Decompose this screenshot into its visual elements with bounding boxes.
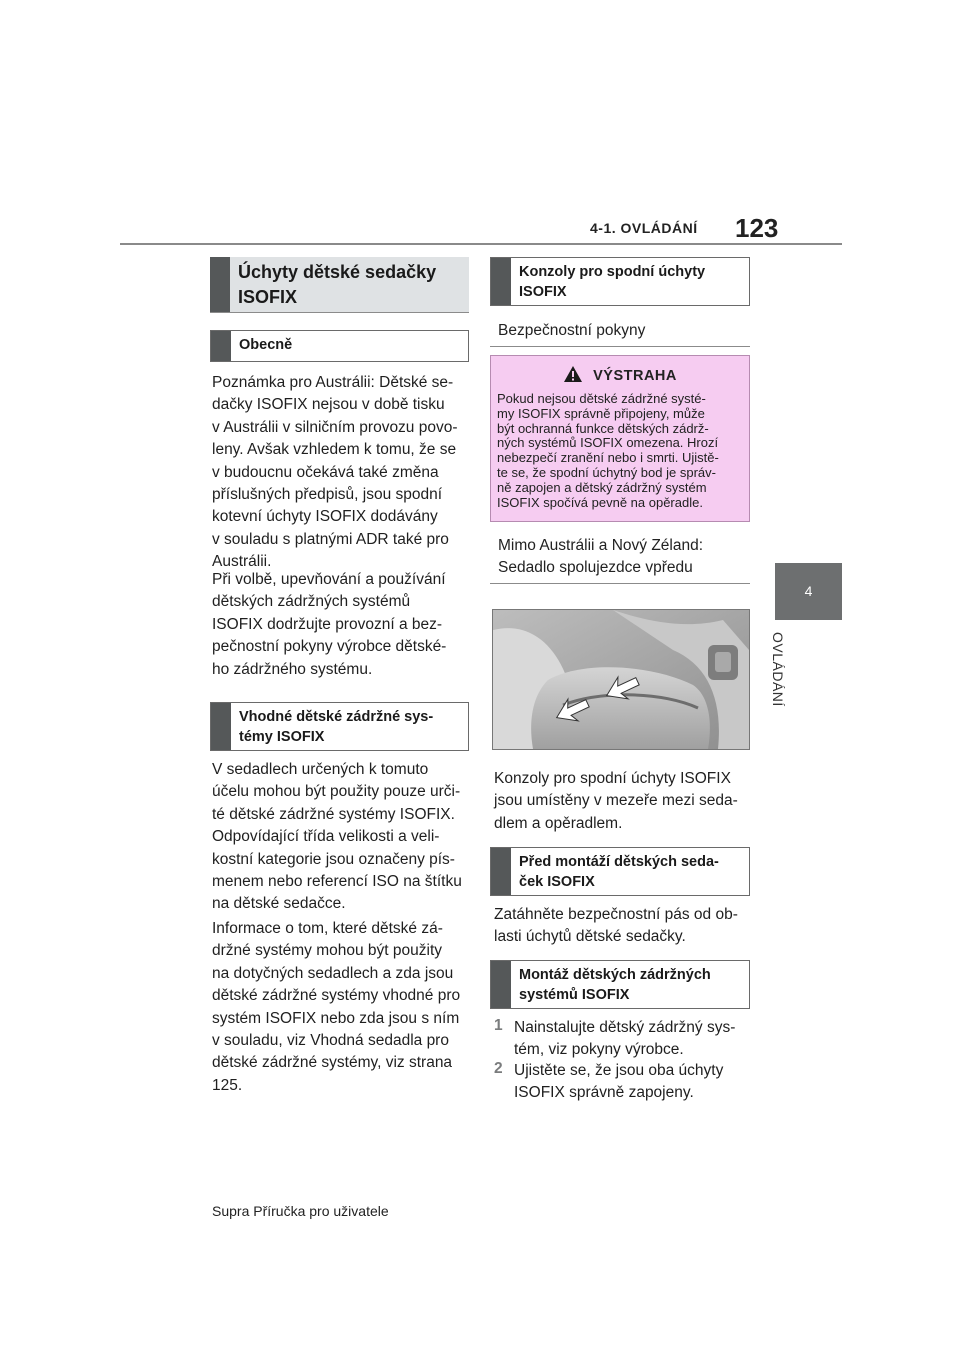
heading-vhodne-box xyxy=(210,702,469,751)
subheading-outside-australia: Mimo Austrálii a Nový Zéland: Sedadlo spolujezdce vpředu xyxy=(498,537,704,576)
heading-bar xyxy=(491,961,511,1008)
heading-pred: Před montáží dětských seda- ček ISOFIX xyxy=(519,854,719,890)
paragraph-konzoly-location: Konzoly pro spodní úchyty ISOFIX jsou umístěny v mezeře mezi seda- dlem a opěradlem. xyxy=(494,770,738,832)
subheading-rule xyxy=(490,346,750,347)
heading-pred-box xyxy=(490,847,750,896)
subheading-rule xyxy=(490,583,750,584)
paragraph-suitable-seats: V sedadlech určených k tomuto účelu mohou být použity pouze urči- té dětské zádržné systémy ISOFIX. Odpovídající třída velikosti a veli- kostní kategorie jsou označeny pís- menem nebo referencí ISO na štítku na dětské sedačce. xyxy=(212,761,462,913)
warning-icon xyxy=(563,365,583,383)
heading-konzoly-box xyxy=(490,257,750,306)
paragraph-australia-note: Poznámka pro Austrálii: Dětské se- dačky ISOFIX nejsou v době tisku v Austrálii v silničním provozu povo- leny. Avšak vzhledem k tomu, že se v budoucnu očekává také změna příslušných předpisů, jsou spodní kotevní úchyty ISOFIX dodávány v souladu s platnými ADR také pro Austrálii. xyxy=(212,374,458,571)
section-title: 4-1. OVLÁDÁNÍ xyxy=(590,220,698,236)
heading-vhodne: Vhodné dětské zádržné sys- témy ISOFIX xyxy=(239,709,434,745)
subheading-safety: Bezpečnostní pokyny xyxy=(498,322,646,339)
heading-obecne-box xyxy=(210,330,469,362)
footer-text: Supra Příručka pro uživatele xyxy=(212,1203,389,1219)
seat-illustration xyxy=(493,610,749,749)
heading-konzoly: Konzoly pro spodní úchyty ISOFIX xyxy=(519,264,706,300)
heading-bar xyxy=(491,258,511,305)
heading-bar xyxy=(211,331,231,361)
main-heading-box xyxy=(210,257,469,313)
chapter-label-text: OVLÁDÁNÍ xyxy=(770,632,786,707)
step-text: Nainstalujte dětský zádržný sys- tém, viz pokyny výrobce. xyxy=(514,1019,736,1059)
heading-montaz: Montáž dětských zádržných systémů ISOFIX xyxy=(519,967,711,1003)
warning-box xyxy=(490,355,750,522)
step-text: Ujistěte se, že jsou oba úchyty ISOFIX správně zapojeny. xyxy=(514,1062,724,1102)
chapter-label xyxy=(770,632,806,722)
heading-bar xyxy=(491,848,511,895)
step-number: 1 xyxy=(494,1017,503,1034)
warning-title xyxy=(491,365,749,384)
heading-bar xyxy=(211,703,231,750)
paragraph-pull-belt: Zatáhněte bezpečnostní pás od ob- lasti úchytů dětské sedačky. xyxy=(494,906,738,946)
warning-body: Pokud nejsou dětské zádržné systé- my ISOFIX správně připojeny, může být ochranná funkce dětských zádrž- ných systémů ISOFIX omezena. Hrozí nebezpečí zranění nebo i smrti. Ujistě- te se, že spodní úchytný bod je správ- ně zapojen a dětský zádržný systém ISOFIX spočívá pevně na opěradle. xyxy=(497,391,719,510)
warning-title-text: VÝSTRAHA xyxy=(593,368,677,384)
header-rule xyxy=(120,243,842,245)
isofix-seat-photo xyxy=(492,609,750,750)
heading-bar xyxy=(210,257,230,312)
chapter-tab: 4 xyxy=(775,563,842,620)
paragraph-selection: Při volbě, upevňování a používání dětských zádržných systémů ISOFIX dodržujte provozní a bez- pečnostní pokyny výrobce dětské- ho zádržného systému. xyxy=(212,571,447,678)
paragraph-info: Informace o tom, které dětské zá- držné systémy mohou být použity na dotyčných sedadlech a zda jsou dětské zádržné systémy vhodné pro systém ISOFIX nebo zda jsou s ním v souladu, viz Vhodná sedadla pro dětské zádržné systémy, viz strana 125. xyxy=(212,920,461,1094)
main-heading: Úchyty dětské sedačky ISOFIX xyxy=(238,262,437,307)
page-number: 123 xyxy=(735,213,779,243)
step-number: 2 xyxy=(494,1060,503,1077)
heading-obecne: Obecně xyxy=(239,337,293,353)
heading-montaz-box xyxy=(490,960,750,1009)
